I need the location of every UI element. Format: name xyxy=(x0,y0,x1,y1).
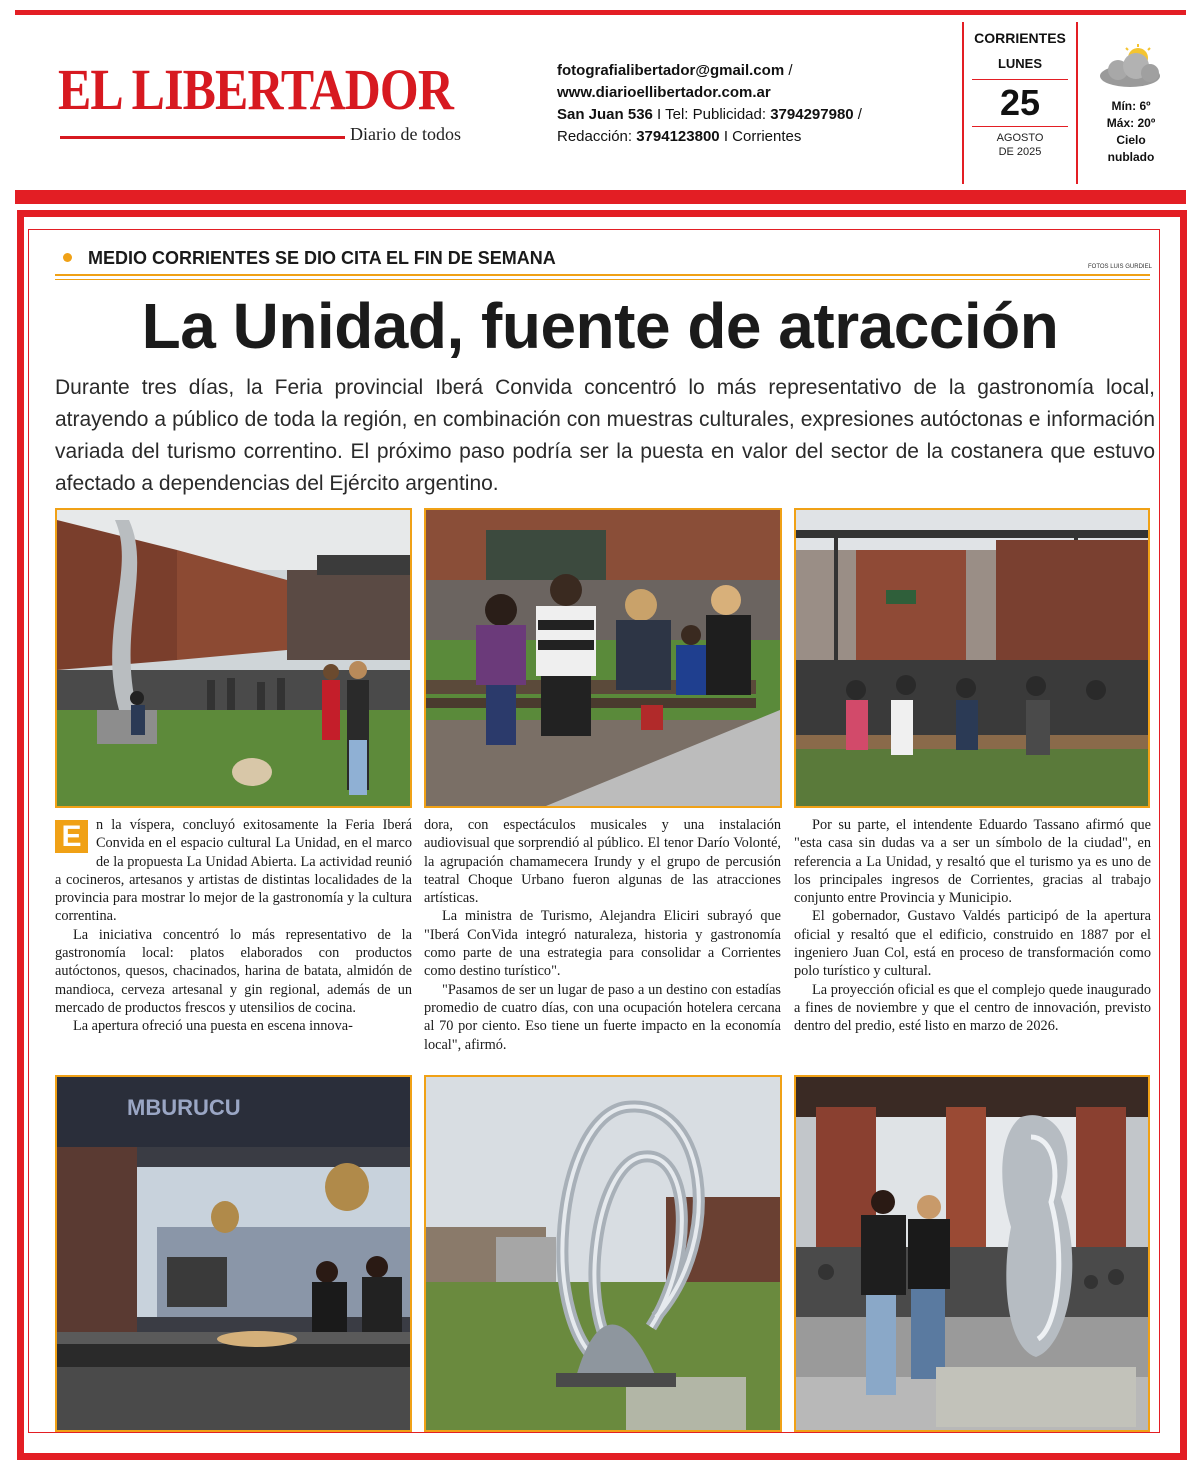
article-lede: Durante tres días, la Feria provincial Iberá Convida concentró lo más representativo de la gastronomía local, atrayendo a público de toda la región, en combinación con muestras culturales, expresiones autóctonas e información variada del turismo correntino. El próximo paso podría ser la puesta en valor del sector de la costanera que estuvo afectado a dependencias del Ejército argentino. xyxy=(55,376,1155,495)
photo-sculpture-courtyard[interactable] xyxy=(55,508,412,808)
contact-city: Corrientes xyxy=(732,128,802,145)
logo-rule xyxy=(60,136,345,139)
weather-desc-1: Cielo xyxy=(1116,133,1146,147)
date-month-name: AGOSTO xyxy=(996,132,1044,144)
article-headline: La Unidad, fuente de atracción xyxy=(141,290,1059,362)
contact-newsroom-label: Redacción: xyxy=(557,128,633,145)
col2-paragraph-3: "Pasamos de ser un lugar de paso a un destino con estadías promedio de cuatro días, con una ocupación hotelera cercana al 70 por ciento. Eso tiene un fuerte impacto en la economía local", afirmó. xyxy=(424,981,781,1053)
date-city: CORRIENTES xyxy=(974,30,1066,46)
photo-credit: FOTOS LUIS GURDIEL xyxy=(1088,264,1152,270)
date-year: DE 2025 xyxy=(998,146,1042,158)
article-kicker: MEDIO CORRIENTES SE DIO CITA EL FIN DE SEMANA xyxy=(88,248,556,268)
photo-steel-sculpture[interactable] xyxy=(424,1075,782,1432)
weather-text xyxy=(1076,98,1186,166)
contact-ads-label: Tel: Publicidad: xyxy=(665,106,767,123)
masthead-top-rule xyxy=(15,10,1186,15)
date-box xyxy=(962,22,1078,184)
col2-paragraph-2: La ministra de Turismo, Alejandra Eliciri subrayó que "Iberá ConVida integró naturaleza, historia y gastronomía como parte de una estrategia para consolidar a Corrientes como destino turístico". xyxy=(424,908,781,980)
weather-min: Mín: 6º xyxy=(1111,99,1151,113)
masthead-bottom-rule xyxy=(15,190,1186,204)
col3-paragraph-3: La proyección oficial es que el complejo quede inaugurado a fines de noviembre y que el centro de innovación, previsto dentro del predio, esté listo en marzo de 2026. xyxy=(794,981,1151,1035)
cloud-sun-icon xyxy=(1096,44,1166,90)
col3-paragraph-2: El gobernador, Gustavo Valdés participó de la apertura oficial y resaltó que el edificio, construido en 1887 por el ingeniero Juan Col, está en proceso de transformación como polo turístico y cultural. xyxy=(794,908,1151,980)
contact-website[interactable]: www.diarioellibertador.com.ar xyxy=(557,84,771,101)
date-weekday: LUNES xyxy=(997,56,1043,71)
photo-food-stand[interactable] xyxy=(55,1075,412,1432)
photo-visitors-sculpture[interactable] xyxy=(794,1075,1150,1432)
article-column-1 xyxy=(55,816,412,1036)
col2-paragraph-1: dora, con espectáculos musicales y una instalación audiovisual que sorprendió al público. El tenor Darío Volonté, la agrupación chamamecera Irundy y el grupo de percusión teatral Choque Urbano fueron algunas de las atracciones artísticas. xyxy=(424,817,781,907)
col1-paragraph-1: n la víspera, concluyó exitosamente la Feria Iberá Convida en el espacio cultural La Unidad, en el marco de la propuesta La Unidad Abierta. La actividad reunió a cocineros, artesanos y artistas de distintas localidades de la provincia para mostrar lo mejor de la gastronomía y la cultura correntina. xyxy=(55,817,412,925)
dropcap-letter: E xyxy=(55,820,88,853)
contact-ads-phone: 3794297980 xyxy=(770,106,854,123)
date-month xyxy=(964,131,1076,159)
contact-newsroom-phone: 3794123800 xyxy=(636,128,720,145)
newspaper-logo[interactable] xyxy=(58,58,478,148)
kicker-rule xyxy=(55,274,1150,276)
article-column-2 xyxy=(424,816,781,1054)
photo-people-bench[interactable] xyxy=(424,508,782,808)
weather-desc-2: nublado xyxy=(1107,150,1155,164)
date-day-number: 25 xyxy=(999,82,1041,123)
contact-email[interactable]: fotografialibertador@gmail.com xyxy=(557,62,785,79)
col1-paragraph-2: La iniciativa concentró lo más representativo de la gastronomía local: platos elaborados con productos autóctonos, quesos, chacinados, harina de batata, almidón de mandioca, cerveza artesanal y gin regional, además de un mercado de productos frescos y utensilios de cocina. xyxy=(55,926,412,1016)
stand-sign: MBURUCU xyxy=(127,1095,241,1120)
photo-terrace-visitors[interactable] xyxy=(794,508,1150,808)
contact-info: fotografialibertador@gmail.com / www.diarioellibertador.com.ar San Juan 536 I Tel: Publicidad: 3794297980 / Redacción: 3794123800 I Corrientes xyxy=(557,62,862,145)
date-number-box xyxy=(972,79,1068,127)
contact-address: San Juan 536 xyxy=(557,106,653,123)
article-column-3 xyxy=(794,816,1151,1036)
kicker-bullet xyxy=(63,253,72,262)
logo-title: EL LIBERTADOR xyxy=(58,57,454,122)
weather-max: Máx: 20º xyxy=(1106,116,1156,130)
col1-paragraph-3: La apertura ofreció una puesta en escena innova- xyxy=(73,1018,353,1035)
logo-subtitle: Diario de todos xyxy=(350,124,461,144)
kicker-rule-thin xyxy=(55,279,1150,280)
weather-box xyxy=(1076,30,1186,166)
col3-paragraph-1: Por su parte, el intendente Eduardo Tassano afirmó que "esta casa sin dudas va a ser un símbolo de la ciudad", en referencia a La Unidad, y resaltó que el turismo ya es uno de los principales ingresos de Corrientes, gracias al trabajo conjunto entre Provincia y Municipio. xyxy=(794,817,1151,907)
